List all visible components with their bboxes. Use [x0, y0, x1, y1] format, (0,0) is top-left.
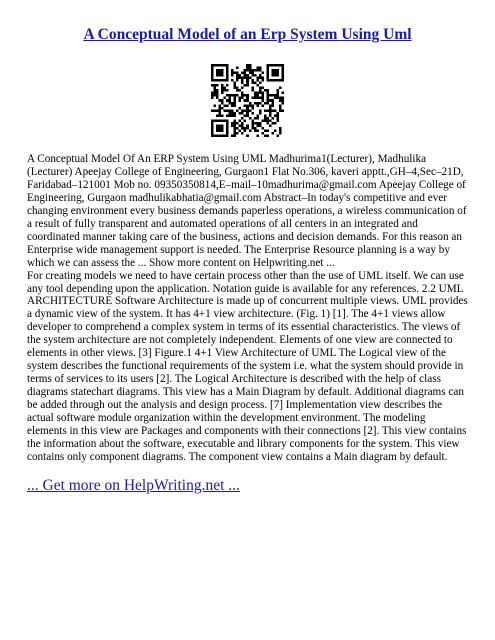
qr-code-graphic [211, 64, 284, 137]
architecture-paragraph: For creating models we need to have certain process other than the use of UML itself. We can use any tool depending upon the application. Notation guide is available for any references. 2.2 UML ARCHITECTURE Software Architecture is made up of concurrent multiple views. UML provides a dynamic view of the system. It has 4+1 view architecture. (Fig. 1) [1]. The 4+1 views allow developer to comprehend a complex system in terms of its essential characteristics. The views of the system architecture are not completely independent. Elements of one view are connected to elements in other views. [3] Figure.1 4+1 View Architecture of UML The Logical view of the system describes the functional requirements of the system i.e. what the system should provide in terms of services to its users [2]. The Logical Architecture is described with the help of class diagrams statechart diagrams. This view has a Main Diagram by default. Additional diagrams can be added through out the analysis and design process. [7] Implementation view describes the actual software module organization within the development environment. The modeling elements in this view are Packages and components with their connections [2]. This view contains the information about the software, executable and library components for the system. This view contains only component diagrams. The component view contains a Main diagram by default. [27, 269, 468, 463]
document-body [27, 153, 468, 464]
get-more-link[interactable]: ... Get more on HelpWriting.net ... [27, 477, 240, 494]
abstract-paragraph: A Conceptual Model Of An ERP System Using UML Madhurima1(Lecturer), Madhulika (Lecturer) Apeejay College of Engineering, Gurgaon1 Flat No.306, kaveri apptt.,GH–4,Sec–21D, Faridabad–121001 Mob no. 09350350814,E–mail–10madhurima@gmail.com Apeejay College of Engineering, Gurgaon madhulikabhatia@gmail.com Abstract–In today's competitive and ever changing environment every business demands paperless operations, a wireless communication of a result of fully transparent and automated operations of all centers in an integrated and coordinated manner taking care of the business, actions and decision demands. For this reason an Enterprise wide management support is needed. The Enterprise Resource planning is a way by which we can assess the ... Show more content on Helpwriting.net ... [27, 153, 467, 269]
qr-code-image [211, 64, 284, 137]
document-title-link[interactable]: A Conceptual Model of an Erp System Using Uml [83, 26, 412, 43]
